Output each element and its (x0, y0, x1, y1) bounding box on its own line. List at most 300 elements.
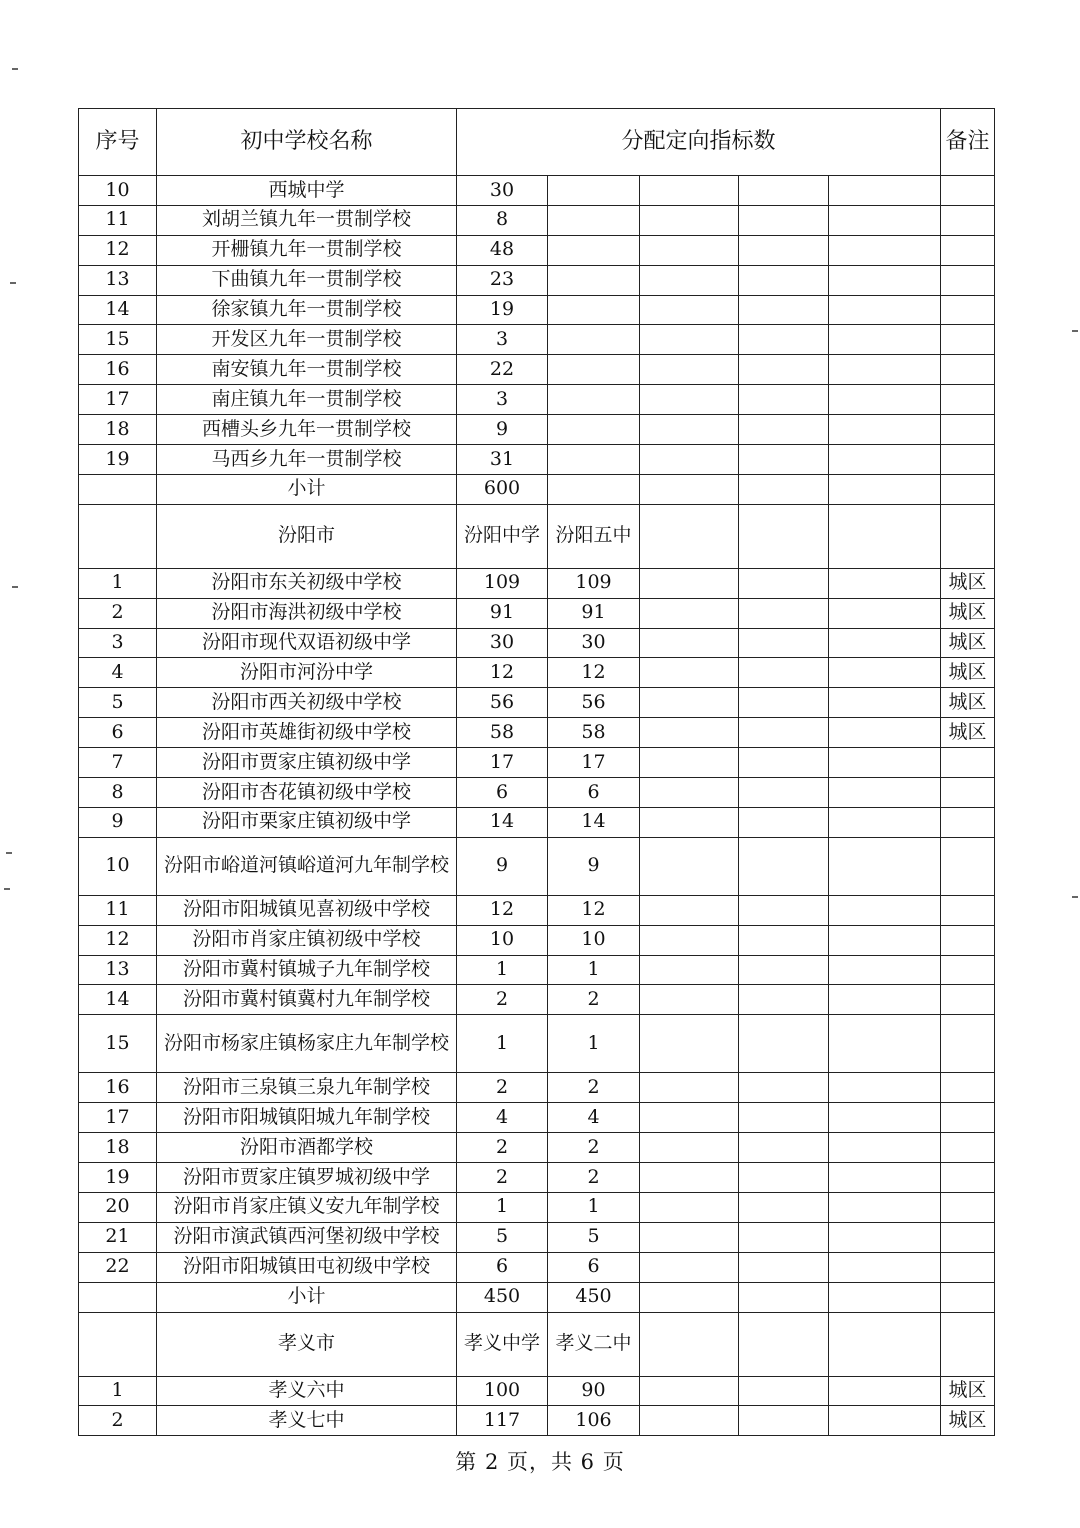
school-name-cell: 汾阳市河汾中学 (157, 658, 457, 688)
note-cell (941, 385, 995, 415)
quota-a-cell: 10 (457, 925, 548, 955)
quota-c-cell (640, 1163, 739, 1193)
table-row (79, 176, 995, 206)
school-name-cell: 刘胡兰镇九年一贯制学校 (157, 205, 457, 235)
quota-b-cell: 12 (548, 895, 640, 925)
quota-e-cell (829, 235, 941, 265)
seq-cell: 19 (79, 1163, 157, 1193)
quota-b-cell (548, 265, 640, 295)
quota-e-cell (829, 688, 941, 718)
seq-cell (79, 1282, 157, 1312)
table-row (79, 265, 995, 295)
quota-a-cell: 5 (457, 1222, 548, 1252)
quota-d-cell (739, 748, 829, 778)
seq-cell: 11 (79, 895, 157, 925)
quota-e-cell (829, 205, 941, 235)
table-row (79, 628, 995, 658)
table-row (79, 205, 995, 235)
quota-a-cell: 2 (457, 1163, 548, 1193)
header-note: 备注 (941, 109, 995, 176)
seq-cell: 8 (79, 778, 157, 808)
quota-a-cell: 汾阳中学 (457, 504, 548, 568)
quota-a-cell: 6 (457, 778, 548, 808)
quota-e-cell (829, 1073, 941, 1103)
quota-c-cell (640, 1252, 739, 1282)
note-cell (941, 445, 995, 475)
school-name-cell: 汾阳市贾家庄镇初级中学 (157, 748, 457, 778)
quota-b-cell (548, 295, 640, 325)
quota-c-cell (640, 265, 739, 295)
table-row (79, 1406, 995, 1436)
school-name-cell: 汾阳市肖家庄镇初级中学校 (157, 925, 457, 955)
quota-c-cell (640, 1103, 739, 1133)
quota-c-cell (640, 688, 739, 718)
quota-e-cell (829, 925, 941, 955)
table-row (79, 325, 995, 355)
seq-cell: 21 (79, 1222, 157, 1252)
quota-d-cell (739, 1073, 829, 1103)
table-row (79, 1133, 995, 1163)
school-name-cell: 马西乡九年一贯制学校 (157, 445, 457, 475)
quota-d-cell (739, 385, 829, 415)
quota-d-cell (739, 325, 829, 355)
quota-c-cell (640, 895, 739, 925)
table-body (79, 176, 995, 1436)
quota-a-cell: 109 (457, 568, 548, 598)
quota-e-cell (829, 445, 941, 475)
seq-cell: 20 (79, 1192, 157, 1222)
table-row (79, 355, 995, 385)
quota-d-cell (739, 1192, 829, 1222)
quota-a-cell: 4 (457, 1103, 548, 1133)
scan-speck (6, 852, 12, 854)
quota-e-cell (829, 355, 941, 385)
quota-d-cell (739, 688, 829, 718)
seq-cell: 6 (79, 718, 157, 748)
quota-e-cell (829, 415, 941, 445)
quota-d-cell (739, 895, 829, 925)
table-row (79, 415, 995, 445)
note-cell (941, 1282, 995, 1312)
note-cell (941, 955, 995, 985)
quota-d-cell (739, 355, 829, 385)
seq-cell: 2 (79, 598, 157, 628)
header-school-name: 初中学校名称 (157, 109, 457, 176)
seq-cell: 10 (79, 837, 157, 895)
seq-cell: 7 (79, 748, 157, 778)
quota-b-cell: 汾阳五中 (548, 504, 640, 568)
quota-d-cell (739, 205, 829, 235)
school-name-cell: 下曲镇九年一贯制学校 (157, 265, 457, 295)
quota-d-cell (739, 778, 829, 808)
seq-cell: 15 (79, 325, 157, 355)
note-cell (941, 807, 995, 837)
quota-c-cell (640, 1133, 739, 1163)
note-cell (941, 925, 995, 955)
quota-b-cell (548, 176, 640, 206)
note-cell (941, 778, 995, 808)
seq-cell: 2 (79, 1406, 157, 1436)
note-cell: 城区 (941, 658, 995, 688)
quota-c-cell (640, 176, 739, 206)
quota-e-cell (829, 474, 941, 504)
quota-e-cell (829, 1163, 941, 1193)
seq-cell: 14 (79, 985, 157, 1015)
quota-e-cell (829, 807, 941, 837)
quota-b-cell (548, 474, 640, 504)
note-cell (941, 1192, 995, 1222)
quota-c-cell (640, 445, 739, 475)
seq-cell: 14 (79, 295, 157, 325)
quota-c-cell (640, 1312, 739, 1376)
school-name-cell: 南庄镇九年一贯制学校 (157, 385, 457, 415)
group-header-row (79, 504, 995, 568)
quota-d-cell (739, 1252, 829, 1282)
school-name-cell: 孝义六中 (157, 1376, 457, 1406)
quota-e-cell (829, 568, 941, 598)
note-cell (941, 1015, 995, 1073)
school-name-cell: 汾阳市现代双语初级中学 (157, 628, 457, 658)
quota-d-cell (739, 1406, 829, 1436)
quota-e-cell (829, 955, 941, 985)
quota-a-cell: 孝义中学 (457, 1312, 548, 1376)
school-name-cell: 汾阳市贾家庄镇罗城初级中学 (157, 1163, 457, 1193)
school-name-cell: 汾阳市演武镇西河堡初级中学校 (157, 1222, 457, 1252)
quota-e-cell (829, 265, 941, 295)
quota-c-cell (640, 1015, 739, 1073)
quota-b-cell: 12 (548, 658, 640, 688)
quota-d-cell (739, 837, 829, 895)
note-cell (941, 474, 995, 504)
quota-b-cell: 6 (548, 778, 640, 808)
seq-cell: 18 (79, 415, 157, 445)
note-cell (941, 176, 995, 206)
scan-speck (1072, 896, 1078, 898)
seq-cell: 15 (79, 1015, 157, 1073)
quota-a-cell: 2 (457, 1133, 548, 1163)
quota-a-cell: 2 (457, 985, 548, 1015)
quota-b-cell: 6 (548, 1252, 640, 1282)
note-cell (941, 895, 995, 925)
quota-d-cell (739, 985, 829, 1015)
quota-e-cell (829, 295, 941, 325)
table-row (79, 598, 995, 628)
table-row (79, 385, 995, 415)
school-name-cell: 汾阳市酒都学校 (157, 1133, 457, 1163)
quota-a-cell: 450 (457, 1282, 548, 1312)
quota-a-cell: 600 (457, 474, 548, 504)
subtotal-row (79, 474, 995, 504)
quota-e-cell (829, 1376, 941, 1406)
quota-a-cell: 17 (457, 748, 548, 778)
school-name-cell: 汾阳市阳城镇阳城九年制学校 (157, 1103, 457, 1133)
quota-a-cell: 23 (457, 265, 548, 295)
quota-c-cell (640, 628, 739, 658)
quota-d-cell (739, 265, 829, 295)
note-cell: 城区 (941, 1406, 995, 1436)
seq-cell: 4 (79, 658, 157, 688)
quota-d-cell (739, 1282, 829, 1312)
seq-cell: 22 (79, 1252, 157, 1282)
quota-b-cell (548, 235, 640, 265)
quota-d-cell (739, 1103, 829, 1133)
table-row (79, 1252, 995, 1282)
quota-d-cell (739, 1163, 829, 1193)
quota-b-cell: 2 (548, 1163, 640, 1193)
quota-a-cell: 9 (457, 415, 548, 445)
quota-c-cell (640, 1192, 739, 1222)
quota-a-cell: 30 (457, 628, 548, 658)
table-row (79, 568, 995, 598)
table-row (79, 688, 995, 718)
table-row (79, 235, 995, 265)
scan-speck (12, 68, 18, 70)
table-row (79, 1073, 995, 1103)
school-name-cell: 汾阳市冀村镇城子九年制学校 (157, 955, 457, 985)
quota-d-cell (739, 925, 829, 955)
quota-b-cell: 孝义二中 (548, 1312, 640, 1376)
quota-a-cell: 8 (457, 205, 548, 235)
school-name-cell: 西城中学 (157, 176, 457, 206)
note-cell: 城区 (941, 688, 995, 718)
quota-e-cell (829, 628, 941, 658)
quota-a-cell: 14 (457, 807, 548, 837)
note-cell (941, 504, 995, 568)
quota-c-cell (640, 1376, 739, 1406)
quota-table-sheet (78, 108, 994, 1436)
quota-e-cell (829, 895, 941, 925)
seq-cell: 5 (79, 688, 157, 718)
quota-e-cell (829, 1312, 941, 1376)
quota-e-cell (829, 1103, 941, 1133)
quota-c-cell (640, 325, 739, 355)
quota-a-cell: 19 (457, 295, 548, 325)
table-row (79, 955, 995, 985)
seq-cell (79, 504, 157, 568)
note-cell (941, 205, 995, 235)
quota-a-cell: 31 (457, 445, 548, 475)
table-row (79, 445, 995, 475)
note-cell (941, 1252, 995, 1282)
school-name-cell: 西槽头乡九年一贯制学校 (157, 415, 457, 445)
quota-d-cell (739, 807, 829, 837)
group-header-row (79, 1312, 995, 1376)
school-name-cell: 汾阳市东关初级中学校 (157, 568, 457, 598)
school-name-cell: 徐家镇九年一贯制学校 (157, 295, 457, 325)
header-seq: 序号 (79, 109, 157, 176)
quota-b-cell: 2 (548, 1133, 640, 1163)
quota-c-cell (640, 1222, 739, 1252)
note-cell: 城区 (941, 1376, 995, 1406)
quota-b-cell: 4 (548, 1103, 640, 1133)
seq-cell: 18 (79, 1133, 157, 1163)
scan-speck (1072, 330, 1078, 332)
quota-a-cell: 12 (457, 658, 548, 688)
quota-c-cell (640, 295, 739, 325)
quota-c-cell (640, 385, 739, 415)
quota-b-cell: 1 (548, 1015, 640, 1073)
school-name-cell: 汾阳市阳城镇田屯初级中学校 (157, 1252, 457, 1282)
note-cell: 城区 (941, 568, 995, 598)
quota-a-cell: 117 (457, 1406, 548, 1436)
quota-b-cell: 109 (548, 568, 640, 598)
quota-d-cell (739, 658, 829, 688)
quota-e-cell (829, 1222, 941, 1252)
table-row (79, 925, 995, 955)
quota-e-cell (829, 598, 941, 628)
quota-e-cell (829, 718, 941, 748)
quota-d-cell (739, 718, 829, 748)
quota-e-cell (829, 837, 941, 895)
table-header-row (79, 109, 995, 176)
seq-cell: 17 (79, 385, 157, 415)
quota-a-cell: 91 (457, 598, 548, 628)
note-cell (941, 415, 995, 445)
quota-d-cell (739, 504, 829, 568)
quota-e-cell (829, 1406, 941, 1436)
quota-c-cell (640, 985, 739, 1015)
quota-d-cell (739, 1015, 829, 1073)
seq-cell: 3 (79, 628, 157, 658)
table-row (79, 1376, 995, 1406)
quota-c-cell (640, 205, 739, 235)
note-cell: 城区 (941, 628, 995, 658)
quota-c-cell (640, 748, 739, 778)
quota-a-cell: 100 (457, 1376, 548, 1406)
quota-b-cell: 2 (548, 985, 640, 1015)
school-name-cell: 孝义市 (157, 1312, 457, 1376)
table-row (79, 718, 995, 748)
quota-b-cell: 30 (548, 628, 640, 658)
quota-b-cell: 56 (548, 688, 640, 718)
quota-d-cell (739, 1133, 829, 1163)
school-name-cell: 汾阳市英雄街初级中学校 (157, 718, 457, 748)
quota-b-cell: 1 (548, 1192, 640, 1222)
quota-c-cell (640, 235, 739, 265)
school-name-cell: 汾阳市西关初级中学校 (157, 688, 457, 718)
table-row (79, 295, 995, 325)
quota-b-cell: 14 (548, 807, 640, 837)
table-row (79, 807, 995, 837)
quota-c-cell (640, 504, 739, 568)
quota-c-cell (640, 568, 739, 598)
note-cell (941, 1103, 995, 1133)
quota-b-cell: 58 (548, 718, 640, 748)
note-cell (941, 295, 995, 325)
seq-cell: 11 (79, 205, 157, 235)
note-cell (941, 325, 995, 355)
quota-a-cell: 12 (457, 895, 548, 925)
quota-b-cell: 91 (548, 598, 640, 628)
quota-c-cell (640, 807, 739, 837)
note-cell (941, 1312, 995, 1376)
scan-speck (4, 888, 10, 890)
seq-cell: 12 (79, 235, 157, 265)
note-cell (941, 1133, 995, 1163)
quota-c-cell (640, 778, 739, 808)
quota-c-cell (640, 837, 739, 895)
seq-cell: 9 (79, 807, 157, 837)
note-cell: 城区 (941, 718, 995, 748)
school-name-cell: 汾阳市栗家庄镇初级中学 (157, 807, 457, 837)
quota-d-cell (739, 628, 829, 658)
seq-cell: 16 (79, 1073, 157, 1103)
note-cell (941, 748, 995, 778)
table-row (79, 1222, 995, 1252)
quota-e-cell (829, 778, 941, 808)
note-cell (941, 1222, 995, 1252)
quota-b-cell: 90 (548, 1376, 640, 1406)
school-name-cell: 开栅镇九年一贯制学校 (157, 235, 457, 265)
school-name-cell: 汾阳市肖家庄镇义安九年制学校 (157, 1192, 457, 1222)
table-row (79, 778, 995, 808)
table-row (79, 1103, 995, 1133)
quota-a-cell: 56 (457, 688, 548, 718)
quota-b-cell: 10 (548, 925, 640, 955)
table-row (79, 1192, 995, 1222)
school-name-cell: 开发区九年一贯制学校 (157, 325, 457, 355)
quota-d-cell (739, 474, 829, 504)
quota-a-cell: 6 (457, 1252, 548, 1282)
quota-b-cell: 1 (548, 955, 640, 985)
quota-b-cell (548, 205, 640, 235)
quota-c-cell (640, 474, 739, 504)
school-name-cell: 汾阳市杏花镇初级中学校 (157, 778, 457, 808)
table-row (79, 985, 995, 1015)
quota-d-cell (739, 176, 829, 206)
seq-cell: 10 (79, 176, 157, 206)
school-name-cell: 小计 (157, 474, 457, 504)
quota-c-cell (640, 718, 739, 748)
quota-table (78, 108, 995, 1436)
school-name-cell: 南安镇九年一贯制学校 (157, 355, 457, 385)
quota-c-cell (640, 658, 739, 688)
school-name-cell: 孝义七中 (157, 1406, 457, 1436)
quota-e-cell (829, 1282, 941, 1312)
quota-e-cell (829, 325, 941, 355)
quota-c-cell (640, 925, 739, 955)
note-cell (941, 235, 995, 265)
note-cell (941, 837, 995, 895)
quota-d-cell (739, 568, 829, 598)
quota-d-cell (739, 445, 829, 475)
quota-a-cell: 1 (457, 1015, 548, 1073)
quota-e-cell (829, 1252, 941, 1282)
school-name-cell: 汾阳市冀村镇冀村九年制学校 (157, 985, 457, 1015)
note-cell (941, 355, 995, 385)
quota-c-cell (640, 355, 739, 385)
seq-cell: 13 (79, 955, 157, 985)
school-name-cell: 汾阳市杨家庄镇杨家庄九年制学校 (157, 1015, 457, 1073)
school-name-cell: 汾阳市阳城镇见喜初级中学校 (157, 895, 457, 925)
school-name-cell: 汾阳市 (157, 504, 457, 568)
school-name-cell: 汾阳市海洪初级中学校 (157, 598, 457, 628)
quota-d-cell (739, 415, 829, 445)
quota-d-cell (739, 295, 829, 325)
note-cell (941, 265, 995, 295)
school-name-cell: 小计 (157, 1282, 457, 1312)
quota-a-cell: 22 (457, 355, 548, 385)
quota-b-cell (548, 415, 640, 445)
quota-d-cell (739, 1312, 829, 1376)
quota-e-cell (829, 1015, 941, 1073)
quota-e-cell (829, 1192, 941, 1222)
seq-cell: 1 (79, 1376, 157, 1406)
page-footer: 第 2 页，共 6 页 (455, 1450, 625, 1474)
school-name-cell: 汾阳市峪道河镇峪道河九年制学校 (157, 837, 457, 895)
quota-a-cell: 2 (457, 1073, 548, 1103)
quota-e-cell (829, 385, 941, 415)
